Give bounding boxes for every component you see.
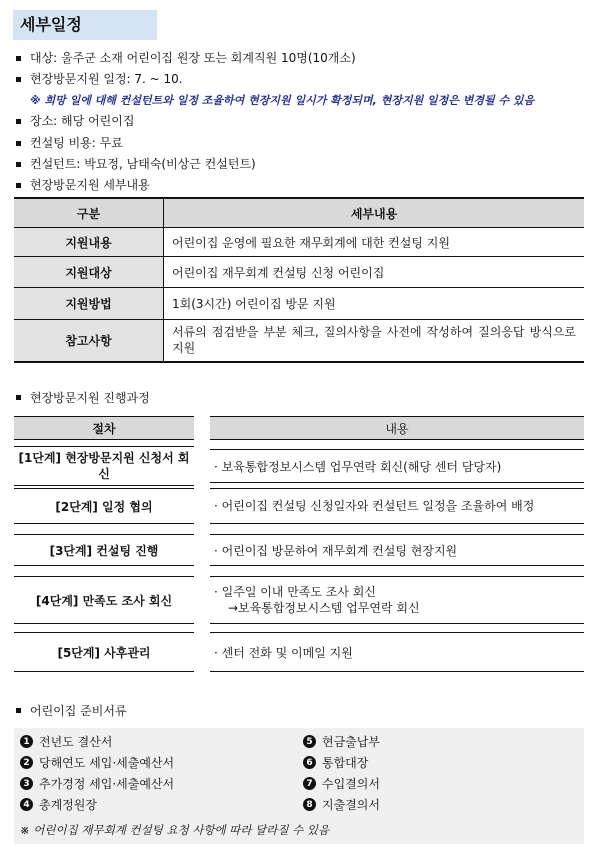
square-bullet-icon (16, 56, 21, 61)
row-key: 지원방법 (14, 288, 164, 320)
doc-label: 통합대장 (322, 756, 369, 770)
doc-item (20, 754, 174, 771)
doc-label: 전년도 결산서 (39, 735, 113, 749)
bullet-text: 컨설팅 비용: 무료 (30, 135, 123, 150)
doc-item (303, 796, 380, 813)
number-5-icon: 5 (303, 735, 316, 748)
process-step-row (14, 488, 584, 524)
doc-item (20, 796, 97, 813)
doc-label: 현금출납부 (322, 735, 380, 749)
number-8-icon: 8 (303, 798, 316, 811)
bullet-place (14, 111, 584, 132)
row-value: 서류의 점검받을 부분 체크, 질의사항을 사전에 작성하여 질의응답 방식으로 지원 (164, 320, 585, 362)
doc-label: 총계정원장 (39, 798, 97, 812)
bullet-text: 대상: 울주군 소재 어린이집 원장 또는 회계직원 10명(10개소) (30, 51, 356, 65)
number-3-icon: 3 (20, 777, 33, 790)
process-step-row (14, 534, 584, 566)
detail-table (14, 197, 584, 363)
bullet-target (14, 48, 584, 69)
process-header-row (14, 416, 584, 440)
table-row (14, 228, 584, 257)
row-key: 지원대상 (14, 257, 164, 288)
number-6-icon: 6 (303, 756, 316, 769)
step-content (210, 576, 584, 624)
step-content: · 어린이집 방문하여 재무회계 컨설팅 현장지원 (210, 534, 584, 566)
square-bullet-icon (16, 119, 21, 124)
number-4-icon: 4 (20, 798, 33, 811)
step-content-line: →보육통합정보시스템 업무연락 회신 (228, 601, 420, 615)
table-row (14, 257, 584, 288)
doc-label: 당해연도 세입·세출예산서 (39, 756, 175, 770)
step-content: · 어린이집 컨설팅 신청일자와 컨설턴트 일정을 조율하여 배정 (210, 488, 584, 524)
square-bullet-icon (16, 183, 21, 188)
bullet-text: 현장방문지원 일정: 7. ~ 10. (30, 72, 183, 87)
step-label: [4단계] 만족도 조사 회신 (14, 576, 194, 624)
process-step-row (14, 632, 584, 672)
col-header-detail: 세부내용 (164, 198, 585, 228)
step-label: [3단계] 컨설팅 진행 (14, 534, 194, 566)
doc-item (303, 754, 368, 771)
bullet-cost (14, 133, 584, 154)
step-label: [2단계] 일정 협의 (14, 488, 194, 524)
row-key: 지원내용 (14, 228, 164, 257)
step-content: · 보육통합정보시스템 업무연락 회신(해당 센터 담당자) (210, 449, 584, 483)
schedule-note: ※ 희망 일에 대해 컨설턴트와 일정 조율하여 현장지원 일시가 확정되며, 현장지원 일정은 변경될 수 있음 (30, 94, 535, 108)
number-1-icon: 1 (20, 735, 33, 748)
bullet-details (14, 175, 584, 196)
step-label: [1단계] 현장방문지원 신청서 회신 (14, 446, 194, 486)
process-step-row (14, 576, 584, 624)
docs-section-title (14, 702, 127, 718)
step-content: · 센터 전화 및 이메일 지원 (210, 632, 584, 672)
col-header-category: 구분 (14, 198, 164, 228)
table-row (14, 320, 584, 362)
square-bullet-icon (16, 141, 21, 146)
step-label: [5단계] 사후관리 (14, 632, 194, 672)
doc-label: 지출결의서 (322, 798, 380, 812)
row-value: 1회(3시간) 어린이집 방문 지원 (164, 288, 585, 320)
process-section-title (14, 389, 150, 405)
square-bullet-icon (16, 77, 21, 82)
doc-item (303, 775, 380, 792)
step-content-line: · 일주일 이내 만족도 조사 회신 (214, 585, 376, 599)
section-title-text: 어린이집 준비서류 (30, 703, 127, 718)
page-title: 세부일정 (13, 10, 157, 40)
bullet-schedule (14, 69, 584, 90)
number-7-icon: 7 (303, 777, 316, 790)
doc-item (303, 733, 380, 750)
docs-box (14, 728, 584, 844)
col-header-content: 내용 (210, 416, 584, 440)
square-bullet-icon (16, 395, 21, 400)
square-bullet-icon (16, 708, 21, 713)
docs-note: ※ 어린이집 재무회계 컨설팅 요청 사항에 따라 달라질 수 있음 (20, 823, 330, 837)
col-header-step: 절차 (14, 416, 194, 440)
table-row (14, 288, 584, 320)
detail-table-header (14, 198, 584, 228)
square-bullet-icon (16, 162, 21, 167)
bullet-text: 컨설턴트: 박묘정, 남태숙(비상근 컨설턴트) (30, 156, 256, 171)
doc-label: 수입결의서 (322, 777, 380, 791)
row-value: 어린이집 재무회계 컨설팅 신청 어린이집 (164, 257, 585, 288)
number-2-icon: 2 (20, 756, 33, 769)
bullet-consultant (14, 154, 584, 175)
process-step-row (14, 446, 584, 486)
doc-label: 추가경정 세입·세출예산서 (39, 777, 175, 791)
bullet-text: 장소: 해당 어린이집 (30, 114, 135, 129)
bullet-text: 현장방문지원 세부내용 (30, 177, 150, 192)
row-key: 참고사항 (14, 320, 164, 362)
row-value: 어린이집 운영에 필요한 재무회계에 대한 컨설팅 지원 (164, 228, 585, 257)
section-title-text: 현장방문지원 진행과정 (30, 390, 150, 405)
doc-item (20, 733, 112, 750)
overview-list (14, 48, 584, 196)
doc-item (20, 775, 174, 792)
